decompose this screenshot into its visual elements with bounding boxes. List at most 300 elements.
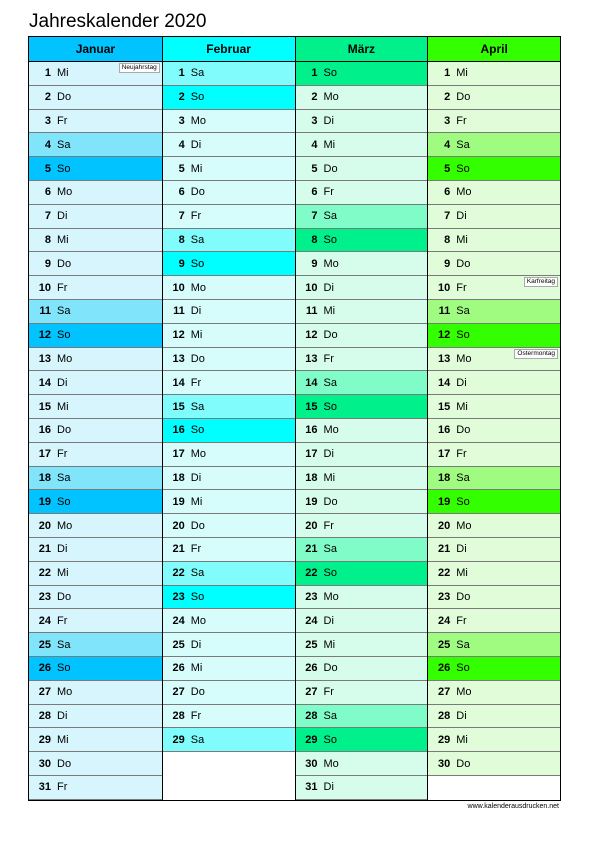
weekday-label: Do	[190, 519, 205, 532]
weekday-label: Fr	[57, 114, 68, 127]
weekday-label: So	[323, 67, 337, 80]
day-row	[163, 681, 295, 705]
day-row	[163, 133, 295, 157]
weekday-label: Do	[323, 162, 338, 175]
day-number: 24	[305, 614, 318, 627]
weekday-label: Mi	[456, 67, 468, 80]
day-number: 13	[305, 352, 318, 365]
weekday-label: So	[456, 329, 470, 342]
day-number: 10	[172, 281, 185, 294]
day-row	[29, 181, 162, 205]
day-number: 14	[38, 376, 51, 389]
day-row	[163, 467, 295, 491]
day-row	[163, 395, 295, 419]
weekday-label: Fr	[57, 448, 68, 461]
weekday-label: Fr	[323, 686, 334, 699]
weekday-label: So	[456, 662, 470, 675]
day-row	[163, 514, 295, 538]
day-number: 18	[172, 471, 185, 484]
weekday-label: Sa	[57, 138, 71, 151]
day-number: 22	[438, 567, 451, 580]
weekday-label: Mi	[456, 733, 468, 746]
day-number: 21	[305, 543, 318, 556]
weekday-label: Di	[190, 305, 202, 318]
weekday-label: Fr	[323, 352, 334, 365]
weekday-label: Di	[57, 210, 68, 223]
day-number: 3	[311, 114, 318, 127]
weekday-label: Sa	[190, 400, 205, 413]
weekday-label: Di	[57, 543, 68, 556]
day-number: 21	[38, 543, 51, 556]
day-row	[296, 395, 428, 419]
weekday-label: So	[323, 733, 337, 746]
weekday-label: So	[190, 424, 205, 437]
day-row	[163, 728, 295, 752]
day-row	[29, 443, 162, 467]
day-row	[428, 586, 560, 610]
day-number: 16	[172, 424, 185, 437]
weekday-label: Mo	[57, 186, 73, 199]
day-number: 19	[38, 495, 51, 508]
page-title: Jahreskalender 2020	[29, 11, 207, 32]
month-column	[295, 37, 428, 800]
day-row	[428, 538, 560, 562]
day-number: 27	[172, 686, 185, 699]
day-row	[29, 633, 162, 657]
day-row	[428, 728, 560, 752]
day-number: 12	[438, 329, 451, 342]
weekday-label: Mo	[323, 91, 339, 104]
month-header: Januar	[29, 37, 162, 62]
weekday-label: Sa	[323, 709, 337, 722]
day-row	[29, 538, 162, 562]
day-row	[29, 276, 162, 300]
day-row	[428, 657, 560, 681]
weekday-label: So	[57, 662, 71, 675]
day-row	[29, 252, 162, 276]
day-number: 26	[438, 662, 451, 675]
day-number: 28	[305, 709, 318, 722]
day-number: 16	[305, 424, 318, 437]
day-row	[296, 252, 428, 276]
weekday-label: Di	[57, 709, 68, 722]
weekday-label: Fr	[456, 448, 467, 461]
weekday-label: Sa	[190, 67, 205, 80]
weekday-label: Di	[456, 709, 467, 722]
day-row	[428, 705, 560, 729]
day-row	[29, 300, 162, 324]
weekday-label: Fr	[57, 281, 68, 294]
weekday-label: Do	[57, 590, 72, 603]
day-number: 5	[44, 162, 51, 175]
day-number: 3	[444, 114, 451, 127]
day-number: 5	[311, 162, 318, 175]
day-row	[163, 157, 295, 181]
day-number: 10	[305, 281, 318, 294]
day-number: 11	[305, 305, 318, 318]
day-row	[163, 443, 295, 467]
day-number: 9	[444, 257, 451, 270]
day-number: 2	[444, 91, 451, 104]
day-number: 5	[444, 162, 451, 175]
weekday-label: Di	[323, 781, 334, 794]
day-row	[29, 157, 162, 181]
day-row	[29, 586, 162, 610]
day-number: 9	[178, 257, 185, 270]
month-header: April	[428, 37, 560, 62]
day-number: 1	[178, 67, 185, 80]
day-number: 9	[44, 257, 51, 270]
weekday-label: Do	[57, 424, 72, 437]
weekday-label: So	[456, 495, 470, 508]
day-row	[163, 633, 295, 657]
weekday-label: So	[57, 329, 71, 342]
day-row	[296, 324, 428, 348]
day-number: 17	[305, 448, 318, 461]
weekday-label: Sa	[57, 471, 71, 484]
weekday-label: Mi	[323, 138, 336, 151]
day-row	[296, 110, 428, 134]
day-number: 25	[38, 638, 51, 651]
day-row	[163, 86, 295, 110]
weekday-label: Sa	[456, 471, 470, 484]
day-number: 20	[172, 519, 185, 532]
weekday-label: Mo	[456, 352, 472, 365]
month-header: Februar	[163, 37, 295, 62]
day-number: 27	[38, 686, 51, 699]
day-number: 7	[178, 210, 185, 223]
day-row	[163, 371, 295, 395]
day-number: 21	[172, 543, 185, 556]
day-row	[428, 86, 560, 110]
day-row	[296, 419, 428, 443]
weekday-label: Sa	[190, 733, 205, 746]
day-row	[428, 157, 560, 181]
day-number: 19	[438, 495, 451, 508]
weekday-label: Do	[57, 91, 72, 104]
day-row	[163, 110, 295, 134]
day-row	[296, 776, 428, 800]
day-number: 28	[38, 709, 51, 722]
weekday-label: Sa	[190, 233, 205, 246]
day-row	[163, 324, 295, 348]
weekday-label: Mo	[323, 590, 339, 603]
weekday-label: Mo	[57, 686, 73, 699]
day-row	[163, 348, 295, 372]
weekday-label: Mi	[190, 162, 203, 175]
day-row	[296, 133, 428, 157]
day-number: 29	[305, 733, 318, 746]
calendar-grid	[28, 36, 561, 801]
day-number: 22	[38, 567, 51, 580]
day-row	[296, 229, 428, 253]
weekday-label: Mi	[323, 638, 336, 651]
weekday-label: Mo	[456, 519, 472, 532]
day-row	[428, 348, 560, 372]
weekday-label: Do	[190, 686, 205, 699]
day-number: 6	[311, 186, 318, 199]
weekday-label: Sa	[456, 138, 470, 151]
weekday-label: Mo	[456, 686, 472, 699]
day-row	[296, 276, 428, 300]
weekday-label: Do	[456, 424, 471, 437]
weekday-label: Di	[190, 471, 202, 484]
day-number: 22	[305, 567, 318, 580]
day-number: 26	[305, 662, 318, 675]
day-number: 27	[438, 686, 451, 699]
weekday-label: Do	[323, 662, 338, 675]
day-row	[163, 229, 295, 253]
day-number: 9	[311, 257, 318, 270]
month-header: März	[296, 37, 428, 62]
day-number: 2	[178, 91, 185, 104]
day-number: 4	[44, 138, 51, 151]
weekday-label: Do	[57, 757, 72, 770]
day-number: 17	[438, 448, 451, 461]
weekday-label: Di	[456, 543, 467, 556]
day-row	[163, 252, 295, 276]
weekday-label: Mi	[57, 67, 69, 80]
day-number: 1	[44, 67, 51, 80]
weekday-label: Di	[57, 376, 68, 389]
day-row	[428, 633, 560, 657]
weekday-label: Fr	[456, 114, 467, 127]
weekday-label: Mo	[323, 424, 339, 437]
day-number: 12	[38, 329, 51, 342]
day-number: 10	[438, 281, 451, 294]
weekday-label: Do	[456, 91, 471, 104]
day-number: 18	[38, 471, 51, 484]
day-number: 31	[38, 781, 51, 794]
weekday-label: Fr	[57, 781, 68, 794]
weekday-label: Do	[456, 257, 471, 270]
weekday-label: Mo	[323, 757, 339, 770]
weekday-label: So	[57, 495, 71, 508]
day-number: 4	[444, 138, 451, 151]
day-row	[29, 728, 162, 752]
weekday-label: Mo	[323, 257, 339, 270]
weekday-label: Di	[323, 281, 334, 294]
weekday-label: Sa	[323, 210, 337, 223]
day-row	[163, 705, 295, 729]
day-number: 5	[178, 162, 185, 175]
day-row	[296, 490, 428, 514]
weekday-label: So	[57, 162, 71, 175]
day-number: 13	[172, 352, 185, 365]
day-row	[29, 490, 162, 514]
day-row	[29, 133, 162, 157]
day-row	[428, 490, 560, 514]
day-row	[29, 395, 162, 419]
day-number: 7	[44, 210, 51, 223]
weekday-label: Fr	[190, 376, 202, 389]
day-number: 29	[172, 733, 185, 746]
day-row	[428, 300, 560, 324]
day-row	[428, 752, 560, 776]
day-row	[29, 776, 162, 800]
day-row	[428, 681, 560, 705]
day-row	[296, 371, 428, 395]
day-row	[296, 62, 428, 86]
day-number: 15	[172, 400, 185, 413]
day-row	[428, 181, 560, 205]
day-row	[29, 371, 162, 395]
weekday-label: Mi	[57, 233, 69, 246]
weekday-label: So	[190, 257, 205, 270]
day-number: 15	[305, 400, 318, 413]
holiday-label: Ostermontag	[514, 349, 558, 359]
day-row	[428, 110, 560, 134]
day-number: 23	[38, 590, 51, 603]
day-number: 20	[438, 519, 451, 532]
day-number: 25	[438, 638, 451, 651]
weekday-label: Mi	[57, 733, 69, 746]
footer-url: www.kalenderausdrucken.net	[467, 803, 559, 810]
day-number: 3	[44, 114, 51, 127]
weekday-label: Mo	[190, 281, 207, 294]
weekday-label: Mi	[456, 400, 468, 413]
weekday-label: Mi	[57, 567, 69, 580]
weekday-label: Mi	[456, 233, 468, 246]
day-row	[296, 752, 428, 776]
day-number: 1	[444, 67, 451, 80]
weekday-label: Fr	[323, 186, 334, 199]
day-number: 15	[38, 400, 51, 413]
day-number: 18	[438, 471, 451, 484]
day-number: 20	[305, 519, 318, 532]
day-number: 17	[38, 448, 51, 461]
day-row	[29, 86, 162, 110]
weekday-label: Mi	[456, 567, 468, 580]
day-number: 16	[438, 424, 451, 437]
weekday-label: Sa	[323, 543, 337, 556]
weekday-label: So	[323, 233, 337, 246]
day-row	[163, 300, 295, 324]
weekday-label: Do	[456, 590, 471, 603]
day-number: 3	[178, 114, 185, 127]
day-number: 24	[438, 614, 451, 627]
day-number: 30	[305, 757, 318, 770]
day-number: 8	[311, 233, 318, 246]
day-number: 30	[438, 757, 451, 770]
day-row	[163, 538, 295, 562]
weekday-label: Do	[190, 186, 205, 199]
weekday-label: Do	[456, 757, 471, 770]
day-row	[428, 467, 560, 491]
day-row	[163, 181, 295, 205]
day-row	[29, 348, 162, 372]
weekday-label: Mi	[323, 471, 336, 484]
day-number: 11	[39, 305, 51, 318]
day-row	[163, 419, 295, 443]
day-row	[163, 205, 295, 229]
weekday-label: Fr	[57, 614, 68, 627]
weekday-label: Fr	[190, 543, 202, 556]
day-row	[296, 681, 428, 705]
day-number: 23	[438, 590, 451, 603]
day-row	[296, 633, 428, 657]
day-row	[296, 348, 428, 372]
weekday-label: So	[323, 400, 337, 413]
day-number: 2	[44, 91, 51, 104]
day-row	[296, 443, 428, 467]
weekday-label: Di	[456, 210, 467, 223]
day-number: 7	[311, 210, 318, 223]
day-row	[296, 86, 428, 110]
month-column	[162, 37, 295, 800]
day-row	[428, 133, 560, 157]
day-row	[29, 205, 162, 229]
day-row	[428, 419, 560, 443]
day-row	[296, 181, 428, 205]
weekday-label: Fr	[190, 210, 202, 223]
day-number: 28	[172, 709, 185, 722]
day-number: 12	[305, 329, 318, 342]
weekday-label: Mi	[190, 495, 203, 508]
day-row	[296, 157, 428, 181]
day-number: 27	[305, 686, 318, 699]
day-number: 29	[38, 733, 51, 746]
month-column	[29, 37, 162, 800]
day-number: 4	[178, 138, 185, 151]
day-number: 16	[38, 424, 51, 437]
weekday-label: Fr	[456, 281, 467, 294]
day-number: 25	[172, 638, 185, 651]
weekday-label: Di	[190, 138, 202, 151]
day-number: 21	[438, 543, 451, 556]
day-row	[163, 562, 295, 586]
day-number: 19	[305, 495, 318, 508]
day-row	[428, 252, 560, 276]
day-row	[29, 514, 162, 538]
day-number: 7	[444, 210, 451, 223]
day-row	[296, 657, 428, 681]
weekday-label: Do	[57, 257, 72, 270]
day-row	[163, 276, 295, 300]
day-number: 28	[438, 709, 451, 722]
day-number: 8	[44, 233, 51, 246]
day-number: 6	[44, 186, 51, 199]
day-row	[296, 467, 428, 491]
day-row	[296, 514, 428, 538]
day-number: 26	[172, 662, 185, 675]
day-row	[29, 681, 162, 705]
day-row	[29, 467, 162, 491]
month-column	[427, 37, 560, 800]
day-row	[163, 62, 295, 86]
day-number: 1	[311, 67, 318, 80]
day-row	[163, 586, 295, 610]
weekday-label: Fr	[190, 709, 202, 722]
day-row	[428, 276, 560, 300]
day-row	[163, 657, 295, 681]
day-row	[428, 514, 560, 538]
day-number: 30	[38, 757, 51, 770]
day-row	[29, 110, 162, 134]
day-row	[296, 205, 428, 229]
day-number: 8	[178, 233, 185, 246]
day-number: 31	[305, 781, 318, 794]
weekday-label: Do	[323, 495, 338, 508]
weekday-label: Sa	[190, 567, 205, 580]
weekday-label: Di	[323, 614, 334, 627]
weekday-label: Sa	[323, 376, 337, 389]
weekday-label: Sa	[57, 638, 71, 651]
day-number: 12	[172, 329, 185, 342]
day-row	[29, 419, 162, 443]
day-row	[428, 229, 560, 253]
day-number: 6	[444, 186, 451, 199]
